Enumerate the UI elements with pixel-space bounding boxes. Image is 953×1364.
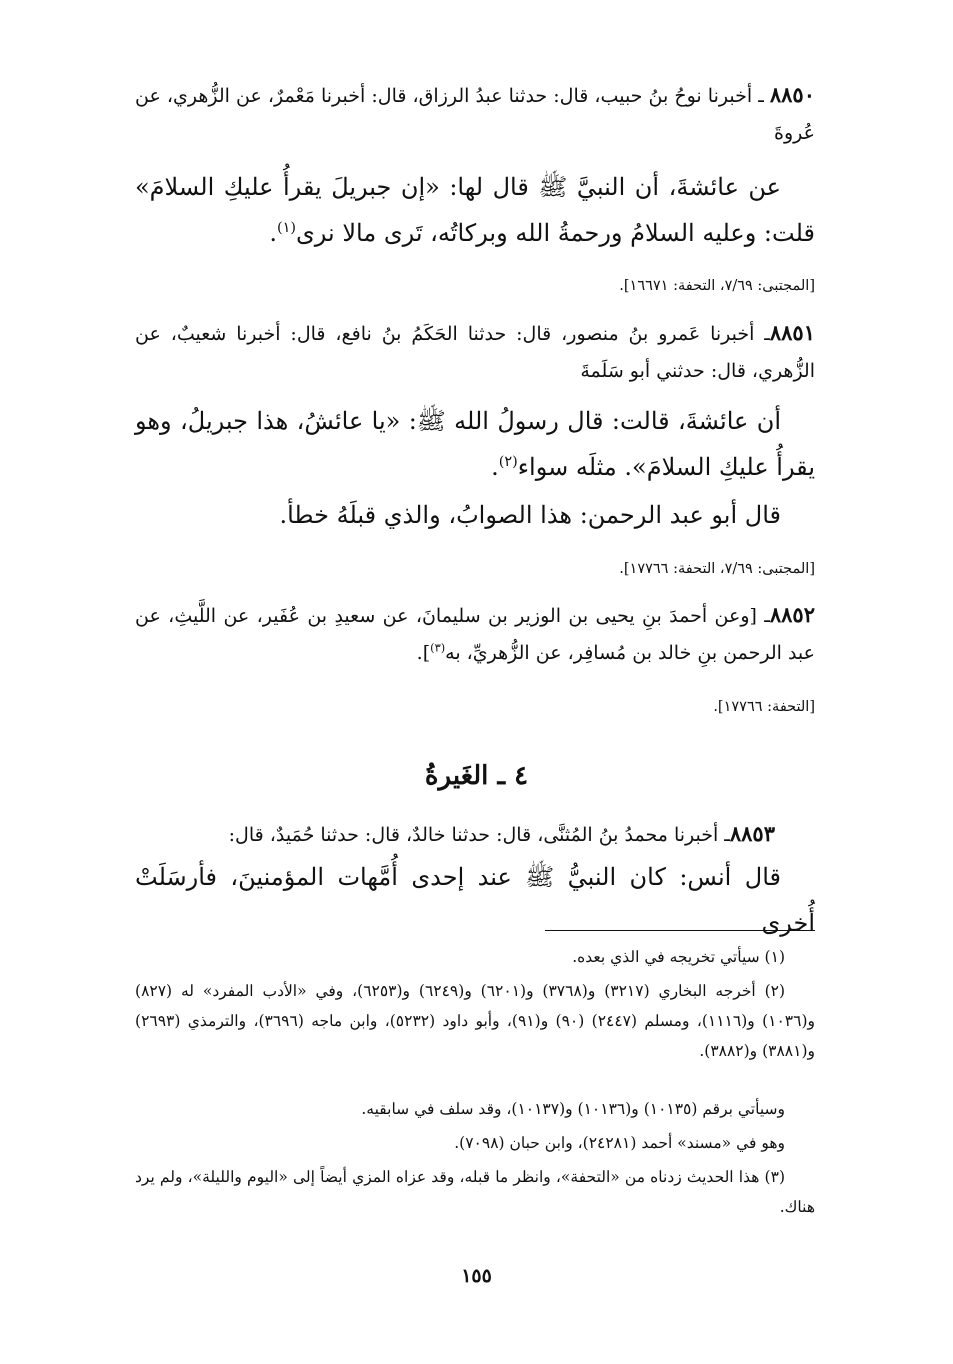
footnote-marker: (٣) — [430, 640, 446, 655]
isnad-end: ]. — [416, 642, 431, 664]
hadith-8852-isnad — [135, 596, 815, 672]
hadith-8850-isnad — [135, 76, 815, 152]
footnote-3: (٣) هذا الحديث زدناه من «التحفة»، وانظر ما قبله، وقد عزاه المزي أيضاً إلى «اليوم والليلة»، ولم يرد هناك. — [135, 1168, 815, 1216]
hadith-8852-reference: [التحفة: ١٧٧٦٦]. — [713, 699, 815, 715]
footnote-marker: (١) — [277, 220, 296, 236]
matn-end: . — [269, 219, 278, 247]
hadith-8853-matn: قال أنس: كان النبيُّ ﷺ عند إحدى أُمَّهات المؤمنينَ، فأرسَلَتْ أُخرى — [135, 863, 815, 937]
hadith-number: ٨٨٥١ — [769, 320, 815, 345]
hadith-8853-isnad — [135, 815, 815, 854]
hadith-number: ٨٨٥٣ — [729, 821, 775, 846]
hadith-8851-matn — [135, 398, 815, 490]
section-heading: ٤ ـ الغَيرةُ — [424, 761, 529, 791]
hadith-number: ٨٨٥٢ — [769, 602, 815, 627]
matn-end: . — [491, 453, 499, 481]
author-comment: قال أبو عبد الرحمن: هذا الصوابُ، والذي قبلَهُ خطأ. — [279, 501, 781, 529]
hadith-number: ٨٨٥٠ — [769, 82, 815, 107]
footnote-2: (٢) أخرجه البخاري (٣٢١٧) و(٣٧٦٨) و(٦٢٠١) و(٦٢٤٩) و(٦٢٥٣)، وفي «الأدب المفرد» له (٨٢٧) و(١٠٣٦) و(١١١٦)، ومسلم (٢٤٤٧) (٩٠) و(٩١)، وأبو داود (٥٢٣٢)، وابن ماجه (٣٦٩٦)، والترمذي (٢٦٩٣) و(٣٨٨١) و(٣٨٨٢). — [135, 982, 815, 1060]
isnad-text: ـ أخبرنا محمدُ بنُ المُثنَّى، قال: حدثنا خالدٌ، قال: حدثنا حُمَيدٌ، قال: — [228, 824, 730, 846]
footnote-2-continuation: وسيأتي برقم (١٠١٣٥) و(١٠١٣٦) و(١٠١٣٧)، وقد سلف في سابقيه. — [361, 1100, 785, 1118]
page-number: ١٥٥ — [461, 1265, 492, 1287]
footnote-marker: (٢) — [498, 454, 518, 470]
footnote-separator — [545, 930, 815, 931]
hadith-8850-matn — [135, 164, 815, 256]
isnad-text: ـ أخبرنا نوحُ بنُ حبيب، قال: حدثنا عبدُ الرزاق، قال: أخبرنا مَعْمرٌ، عن الزُّهري، عن عُروةَ — [135, 85, 815, 144]
hadith-8850-reference: [المجتبى: ٧/٦٩، التحفة: ١٦٦٧١]. — [619, 278, 815, 294]
matn-text: عن عائشةَ، أن النبيَّ ﷺ قال لها: «إن جبريلَ يقرأُ عليكِ السلامَ» قلت: وعليه السلامُ ورحمةُ الله وبركاتُه، تَرى مالا نرى — [135, 173, 815, 247]
hadith-8851-reference: [المجتبى: ٧/٦٩، التحفة: ١٧٧٦٦]. — [619, 561, 815, 577]
footnote-2-continuation: وهو في «مسند» أحمد (٢٤٢٨١)، وابن حبان (٧٠٩٨). — [454, 1134, 785, 1152]
footnote-1: (١) سيأتي تخريجه في الذي بعده. — [572, 948, 785, 966]
isnad-text: ـ أخبرنا عَمرو بنُ منصور، قال: حدثنا الحَكَمُ بنُ نافع، قال: أخبرنا شعيبٌ، عن الزُّهري، قال: حدثني أبو سَلَمةَ — [135, 323, 815, 382]
isnad-text: ـ [وعن أحمدَ بنِ يحيى بن الوزير بن سليمانَ، عن سعيدِ بن عُفَير، عن اللَّيثِ، عن عبد الرحمن بنِ خالد بن مُسافِر، عن الزُّهريِّ، به — [135, 605, 815, 664]
hadith-8851-isnad — [135, 314, 815, 390]
matn-text: أن عائشةَ، قالت: قال رسولُ الله ﷺ: «يا عائشُ، هذا جبريلُ، وهو يقرأُ عليكِ السلامَ». مثلَه سواء — [135, 407, 815, 481]
